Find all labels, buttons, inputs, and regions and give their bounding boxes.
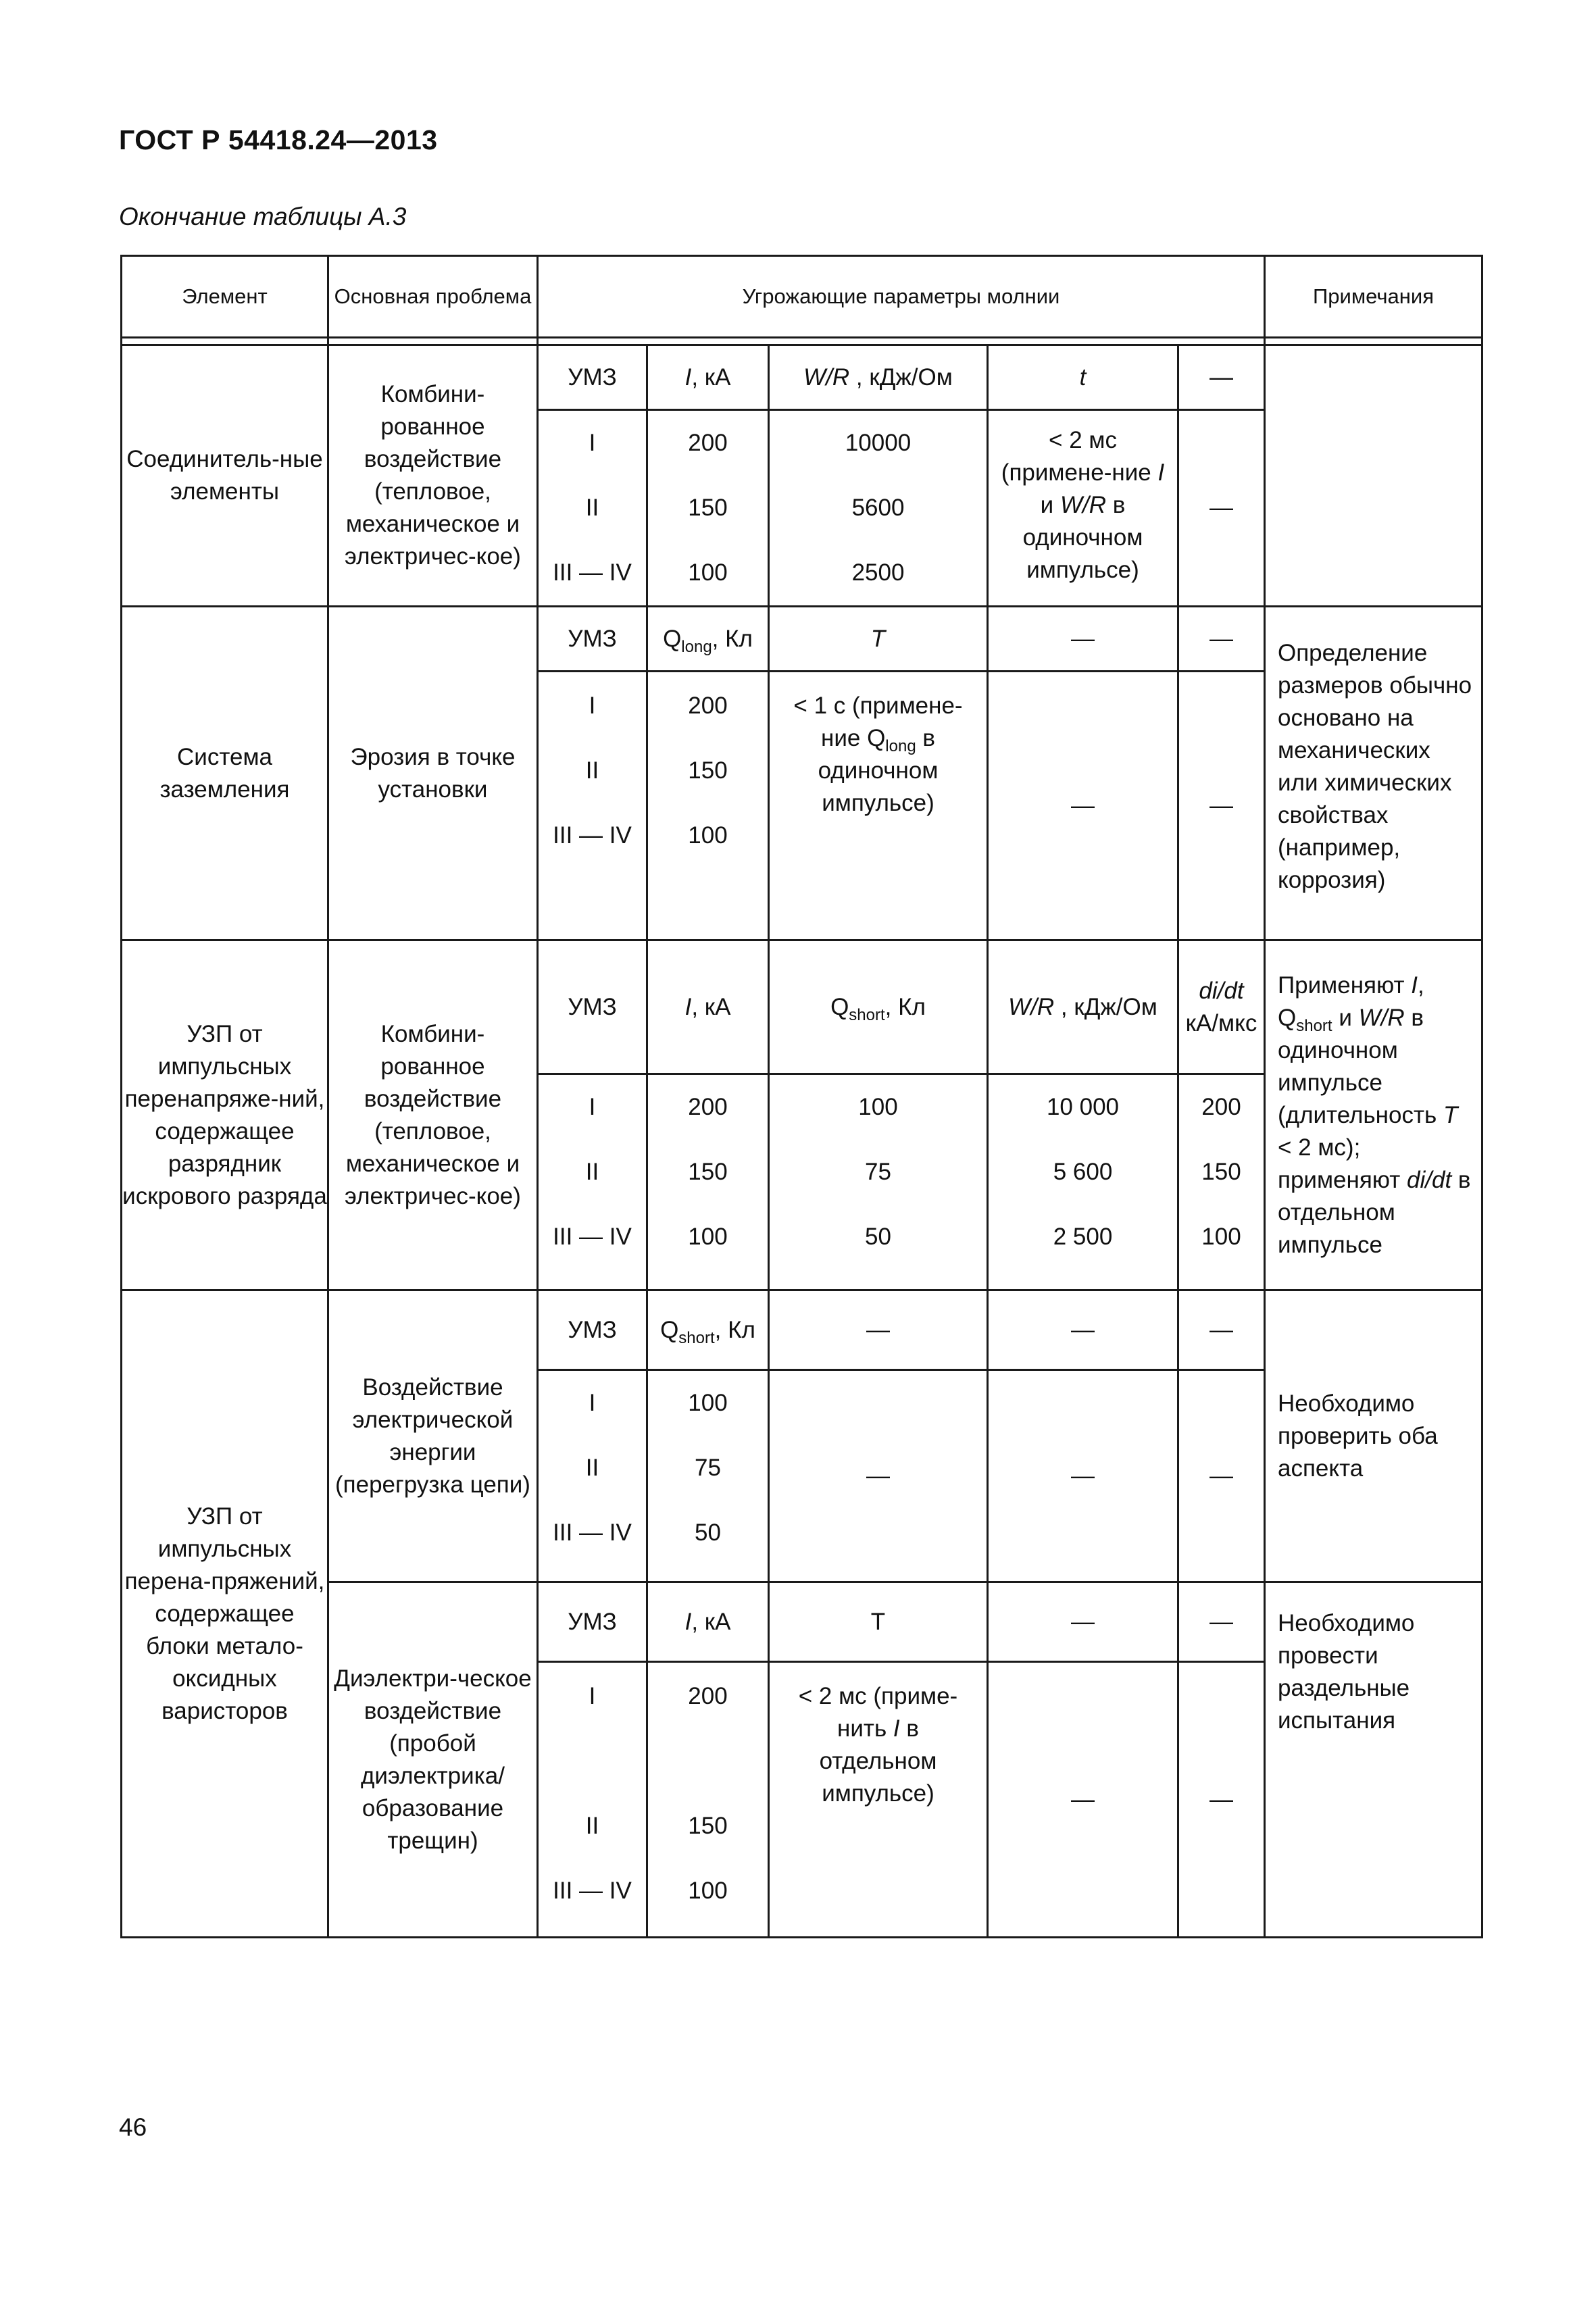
- umz-label: УМЗ: [538, 607, 647, 672]
- t-header: t: [988, 345, 1178, 410]
- dash: —: [988, 1582, 1178, 1662]
- header-element: Элемент: [122, 256, 328, 338]
- current-values: 200 150 100: [647, 1074, 769, 1290]
- dash: —: [988, 1662, 1178, 1938]
- dash: —: [769, 1370, 988, 1582]
- spark-header-row: [122, 940, 1482, 1074]
- connectors-problem: Комбини-рованное воздействие (тепловое, механическое и электричес-кое): [328, 345, 538, 607]
- varistor-element: УЗП от импульсных перена-пряжений, содержащее блоки метало-оксидных варисторов: [122, 1290, 328, 1938]
- varistor-note-a: Необходимо проверить оба аспекта: [1265, 1290, 1482, 1582]
- header-problem: Основная проблема: [328, 256, 538, 338]
- wr-values: 10000 5600 2500: [769, 410, 988, 607]
- header-parameters: Угрожающие параметры молнии: [538, 256, 1265, 338]
- charge-long-header: $Q_{long}$, Кл: [647, 607, 769, 672]
- current-header: I, кА: [647, 345, 769, 410]
- dash: —: [988, 1370, 1178, 1582]
- varistor-note-b: Необходимо провести раздельные испытания: [1265, 1582, 1482, 1938]
- document-code: ГОСТ Р 54418.24—2013: [119, 124, 438, 155]
- didt-values: 200 150 100: [1178, 1074, 1265, 1290]
- dash: —: [988, 672, 1178, 940]
- wr-values: 10 000 5 600 2 500: [988, 1074, 1178, 1290]
- current-header: I, кА: [647, 940, 769, 1074]
- dash: —: [1178, 1582, 1265, 1662]
- t-description: < 2 мс (примене-ние I и W/R в одиночном импульсе): [988, 410, 1178, 607]
- t-description: < 1 с (примене-ние $Q_{long}$ в одиночном импульсе): [769, 672, 988, 940]
- lightning-parameters-table: [120, 255, 1483, 1938]
- varistor-a-header-row: [122, 1290, 1482, 1370]
- varistor-problem-b: Диэлектри-ческое воздействие (пробой диэлектрика/ образование трещин): [328, 1582, 538, 1938]
- dash: —: [1178, 1290, 1265, 1370]
- umz-label: УМЗ: [538, 1582, 647, 1662]
- connectors-element: Соединитель-ные элементы: [122, 345, 328, 607]
- umz-label: УМЗ: [538, 1290, 647, 1370]
- charge-short-header: $Q_{short}$, Кл: [647, 1290, 769, 1370]
- didt-header: di/dt кА/мкс: [1178, 940, 1265, 1074]
- charge-values: 200 150 100: [647, 672, 769, 940]
- header-row: [122, 256, 1482, 338]
- t-header: T: [769, 607, 988, 672]
- current-header: I, кА: [647, 1582, 769, 1662]
- grounding-problem: Эрозия в точке установки: [328, 607, 538, 940]
- umz-label: УМЗ: [538, 345, 647, 410]
- spark-problem: Комбини-рованное воздействие (тепловое, механическое и электричес-кое): [328, 940, 538, 1290]
- grounding-element: Система заземления: [122, 607, 328, 940]
- charge-values: 100 75 50: [647, 1370, 769, 1582]
- charge-values: 100 75 50: [769, 1074, 988, 1290]
- wr-header: W/R , кДж/Ом: [769, 345, 988, 410]
- dash: —: [1178, 1370, 1265, 1582]
- wr-header: W/R , кДж/Ом: [988, 940, 1178, 1074]
- lpl-column: I II III — IV: [538, 410, 647, 607]
- connectors-note: [1265, 345, 1482, 607]
- dash: —: [1178, 607, 1265, 672]
- lpl-column: I II III — IV: [538, 1662, 647, 1938]
- umz-label: УМЗ: [538, 940, 647, 1074]
- header-notes: Примечания: [1265, 256, 1482, 338]
- dash: —: [988, 607, 1178, 672]
- dash: —: [769, 1290, 988, 1370]
- spark-note: Применяют I, $Q_{short}$ и W/R в одиночном импульсе (длительность T < 2 мс); применяют di/dt в отдельном импульсе: [1265, 940, 1482, 1290]
- lpl-column: I II III — IV: [538, 1370, 647, 1582]
- dash: —: [1178, 410, 1265, 607]
- current-values: 200 150 100: [647, 1662, 769, 1938]
- header-gap: [122, 338, 1482, 345]
- current-values: 200 150 100: [647, 410, 769, 607]
- lpl-ii: II: [585, 495, 599, 521]
- spark-element: УЗП от импульсных перенапряже-ний, содержащее разрядник искрового разряда: [122, 940, 328, 1290]
- varistor-problem-a: Воздействие электрической энергии (перегрузка цепи): [328, 1290, 538, 1582]
- t-header: T: [769, 1582, 988, 1662]
- lpl-iii-iv: III — IV: [553, 559, 632, 586]
- grounding-note: Определение размеров обычно основано на механических или химических свойствах (например, коррозия): [1265, 607, 1482, 940]
- lpl-column: I II III — IV: [538, 672, 647, 940]
- t-description: < 2 мс (приме-нить I в отдельном импульсе): [769, 1662, 988, 1938]
- lpl-column: I II III — IV: [538, 1074, 647, 1290]
- charge-short-header: $Q_{short}$, Кл: [769, 940, 988, 1074]
- dash: —: [1178, 1662, 1265, 1938]
- dash: —: [1178, 345, 1265, 410]
- grounding-header-row: [122, 607, 1482, 672]
- dash: —: [988, 1290, 1178, 1370]
- table-caption: Окончание таблицы А.3: [119, 203, 407, 230]
- page-number: 46: [119, 2113, 147, 2141]
- dash: —: [1178, 672, 1265, 940]
- connectors-header-row: [122, 345, 1482, 410]
